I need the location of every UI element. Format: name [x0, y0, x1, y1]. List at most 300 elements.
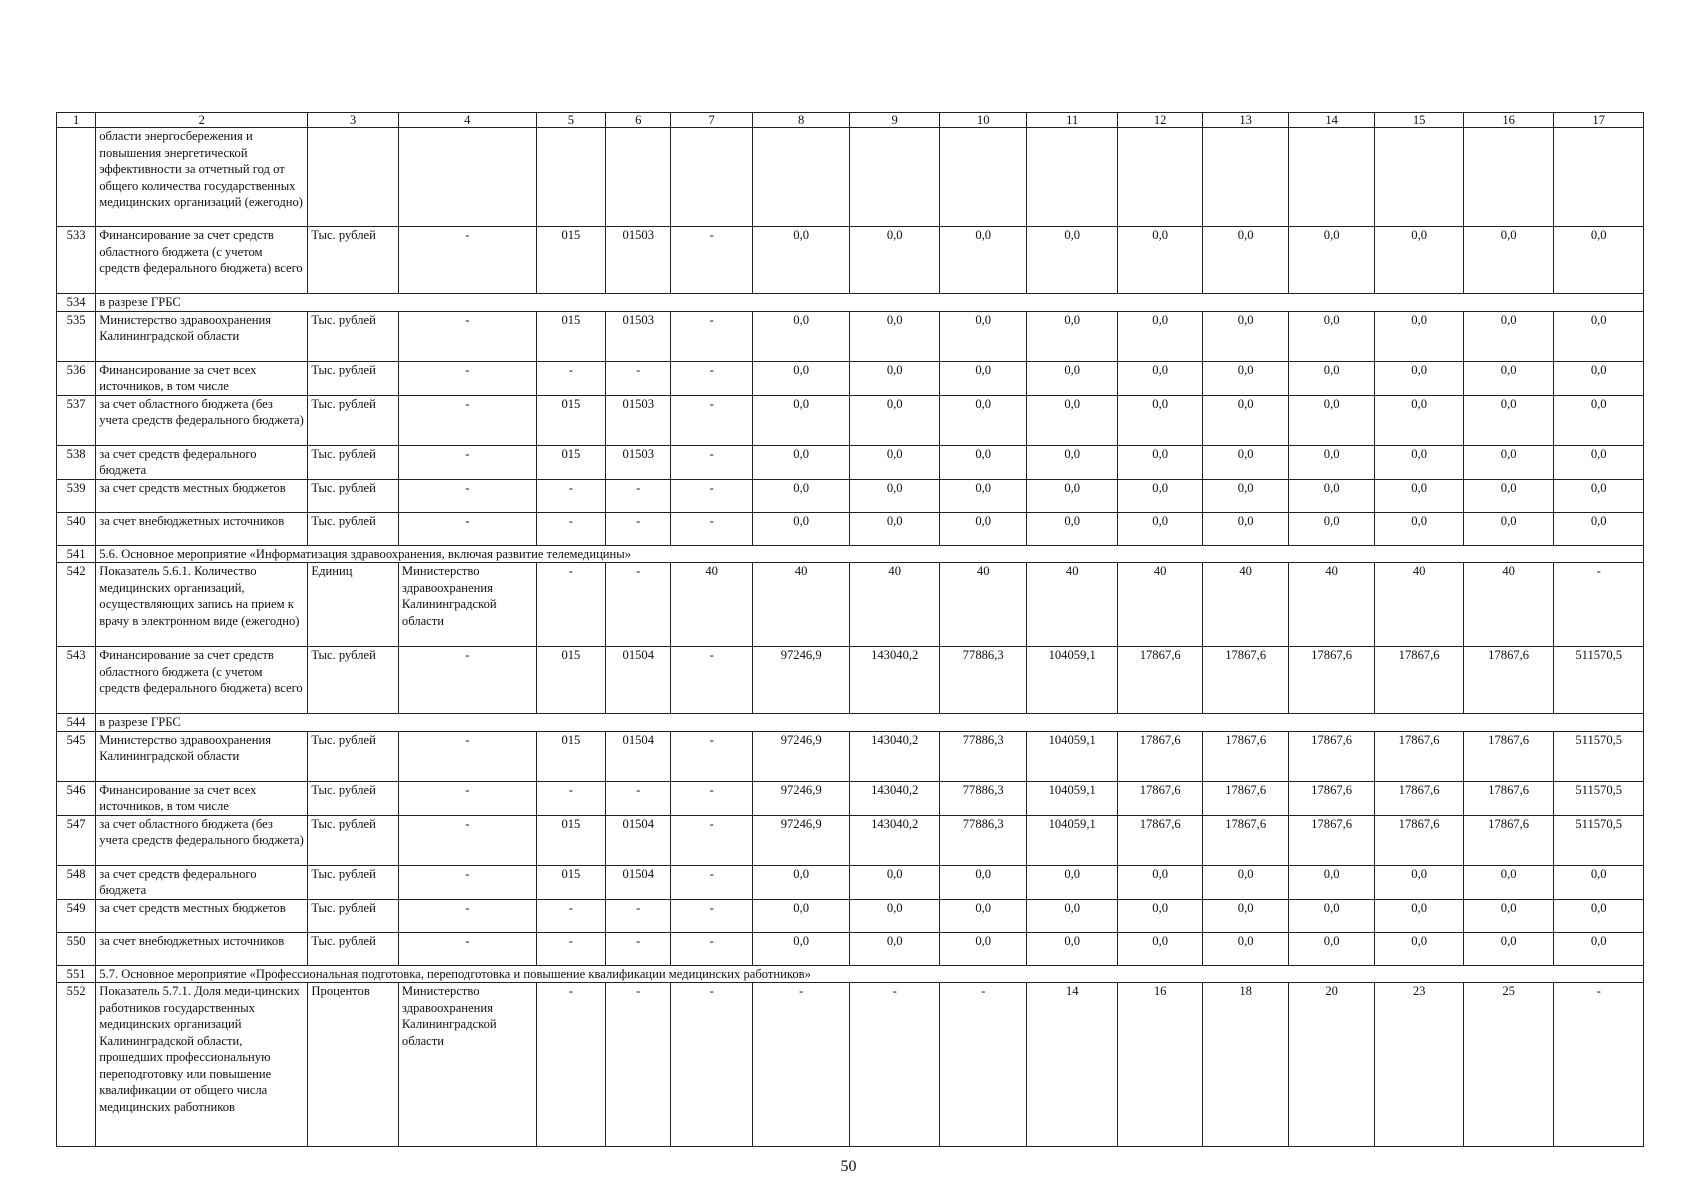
table-row: [57, 731, 1644, 781]
section-title: в разрезе ГРБС: [96, 294, 1644, 312]
value-cell: -: [752, 983, 850, 1147]
value-cell: [752, 128, 850, 227]
executor-cell: -: [398, 361, 536, 395]
value-cell: 17867,6: [1117, 731, 1202, 781]
value-cell: 0,0: [1117, 899, 1202, 932]
value-cell: 0,0: [1203, 865, 1288, 899]
table-row: [57, 361, 1644, 395]
value-cell: 0,0: [752, 445, 850, 479]
indicator-name: за счет средств местных бюджетов: [96, 899, 308, 932]
value-cell: 0,0: [1463, 479, 1554, 512]
value-cell: 0,0: [939, 361, 1026, 395]
row-number: 533: [57, 227, 96, 294]
subprogram-cell: 01503: [606, 445, 671, 479]
budget-table: [56, 112, 1644, 1147]
value-cell: 0,0: [939, 512, 1026, 545]
subprogram-cell: -: [606, 361, 671, 395]
row-number: [57, 128, 96, 227]
row-number: 549: [57, 899, 96, 932]
value-cell: -: [671, 781, 752, 815]
value-cell: 0,0: [752, 512, 850, 545]
code-cell: -: [536, 983, 605, 1147]
value-cell: -: [671, 932, 752, 965]
table-row: [57, 512, 1644, 545]
section-row: [57, 294, 1644, 312]
row-number: 546: [57, 781, 96, 815]
section-title: 5.7. Основное мероприятие «Профессиональная подготовка, переподготовка и повышение квалификации медицинских работников»: [96, 965, 1644, 983]
table-row: [57, 865, 1644, 899]
executor-cell: -: [398, 932, 536, 965]
table-row: [57, 983, 1644, 1147]
value-cell: 0,0: [850, 479, 940, 512]
value-cell: 0,0: [1203, 512, 1288, 545]
value-cell: 0,0: [939, 445, 1026, 479]
value-cell: 17867,6: [1117, 815, 1202, 865]
code-cell: -: [536, 512, 605, 545]
value-cell: 0,0: [752, 395, 850, 445]
executor-cell: Министерство здравоохранения Калининградской области: [398, 983, 536, 1147]
subprogram-cell: -: [606, 479, 671, 512]
value-cell: 0,0: [1117, 445, 1202, 479]
value-cell: 0,0: [1117, 512, 1202, 545]
value-cell: -: [671, 899, 752, 932]
row-number: 542: [57, 563, 96, 647]
table-row: [57, 815, 1644, 865]
value-cell: -: [671, 445, 752, 479]
table-row: [57, 311, 1644, 361]
value-cell: 0,0: [850, 865, 940, 899]
value-cell: 0,0: [1117, 932, 1202, 965]
value-cell: 0,0: [1027, 932, 1118, 965]
value-cell: 17867,6: [1375, 781, 1464, 815]
value-cell: -: [671, 395, 752, 445]
value-cell: 0,0: [1027, 865, 1118, 899]
unit-cell: Тыс. рублей: [308, 395, 399, 445]
unit-cell: Тыс. рублей: [308, 899, 399, 932]
executor-cell: -: [398, 395, 536, 445]
value-cell: 0,0: [939, 311, 1026, 361]
section-title: в разрезе ГРБС: [96, 714, 1644, 732]
value-cell: -: [671, 479, 752, 512]
executor-cell: -: [398, 731, 536, 781]
unit-cell: Тыс. рублей: [308, 512, 399, 545]
subprogram-cell: -: [606, 563, 671, 647]
value-cell: [671, 128, 752, 227]
value-cell: 0,0: [1375, 445, 1464, 479]
value-cell: 0,0: [1463, 227, 1554, 294]
value-cell: 16: [1117, 983, 1202, 1147]
unit-cell: Тыс. рублей: [308, 932, 399, 965]
column-header: 1: [57, 113, 96, 128]
indicator-name: за счет областного бюджета (без учета средств федерального бюджета): [96, 815, 308, 865]
value-cell: 0,0: [1027, 479, 1118, 512]
value-cell: 0,0: [1288, 865, 1374, 899]
value-cell: 0,0: [850, 227, 940, 294]
executor-cell: -: [398, 512, 536, 545]
executor-cell: -: [398, 227, 536, 294]
row-number: 538: [57, 445, 96, 479]
unit-cell: Тыс. рублей: [308, 781, 399, 815]
value-cell: 0,0: [1554, 865, 1644, 899]
executor-cell: -: [398, 311, 536, 361]
table-row: [57, 899, 1644, 932]
value-cell: -: [671, 983, 752, 1147]
value-cell: 0,0: [1554, 512, 1644, 545]
value-cell: 17867,6: [1288, 815, 1374, 865]
value-cell: 17867,6: [1203, 647, 1288, 714]
value-cell: 0,0: [1117, 395, 1202, 445]
code-cell: 015: [536, 731, 605, 781]
value-cell: 0,0: [1554, 932, 1644, 965]
value-cell: 40: [1288, 563, 1374, 647]
value-cell: 104059,1: [1027, 647, 1118, 714]
value-cell: -: [671, 731, 752, 781]
value-cell: -: [1554, 983, 1644, 1147]
indicator-name: Министерство здравоохранения Калининградской области: [96, 311, 308, 361]
value-cell: 0,0: [1203, 479, 1288, 512]
executor-cell: Министерство здравоохранения Калининградской области: [398, 563, 536, 647]
value-cell: 0,0: [752, 361, 850, 395]
indicator-name: за счет внебюджетных источников: [96, 512, 308, 545]
value-cell: 18: [1203, 983, 1288, 1147]
value-cell: 40: [1375, 563, 1464, 647]
value-cell: 40: [1203, 563, 1288, 647]
unit-cell: Тыс. рублей: [308, 311, 399, 361]
value-cell: 17867,6: [1463, 815, 1554, 865]
value-cell: 0,0: [850, 395, 940, 445]
indicator-name: Финансирование за счет средств областного бюджета (с учетом средств федерального бюджета) всего: [96, 227, 308, 294]
unit-cell: [308, 128, 399, 227]
value-cell: 0,0: [1288, 479, 1374, 512]
column-header: 10: [939, 113, 1026, 128]
indicator-name: Финансирование за счет всех источников, в том числе: [96, 781, 308, 815]
value-cell: 0,0: [1027, 899, 1118, 932]
value-cell: -: [671, 227, 752, 294]
table-row: [57, 932, 1644, 965]
value-cell: 0,0: [939, 227, 1026, 294]
value-cell: -: [671, 647, 752, 714]
row-number: 550: [57, 932, 96, 965]
row-number: 544: [57, 714, 96, 732]
value-cell: 0,0: [1463, 445, 1554, 479]
row-number: 539: [57, 479, 96, 512]
value-cell: 0,0: [1375, 932, 1464, 965]
indicator-name: за счет внебюджетных источников: [96, 932, 308, 965]
value-cell: 77886,3: [939, 731, 1026, 781]
indicator-name: Показатель 5.7.1. Доля меди-цинских работников государственных медицинских организаций Калининградской области, прошедших профессиональную переподготовку или повышение квалификации от общего числа медицинских работников: [96, 983, 308, 1147]
value-cell: 0,0: [1375, 395, 1464, 445]
executor-cell: -: [398, 445, 536, 479]
value-cell: 40: [1117, 563, 1202, 647]
column-header: 13: [1203, 113, 1288, 128]
unit-cell: Тыс. рублей: [308, 731, 399, 781]
table-body: [57, 128, 1644, 1147]
subprogram-cell: -: [606, 932, 671, 965]
value-cell: 0,0: [1375, 512, 1464, 545]
value-cell: 0,0: [939, 932, 1026, 965]
code-cell: 015: [536, 865, 605, 899]
code-cell: 015: [536, 445, 605, 479]
value-cell: 40: [752, 563, 850, 647]
value-cell: 17867,6: [1288, 731, 1374, 781]
value-cell: 0,0: [850, 932, 940, 965]
page-number: 50: [840, 1158, 857, 1175]
value-cell: 40: [939, 563, 1026, 647]
section-row: [57, 714, 1644, 732]
row-number: 545: [57, 731, 96, 781]
value-cell: 0,0: [752, 865, 850, 899]
value-cell: 0,0: [850, 899, 940, 932]
value-cell: 0,0: [1375, 227, 1464, 294]
code-cell: 015: [536, 311, 605, 361]
value-cell: 0,0: [752, 932, 850, 965]
unit-cell: Тыс. рублей: [308, 815, 399, 865]
column-header: 17: [1554, 113, 1644, 128]
code-cell: -: [536, 563, 605, 647]
value-cell: 20: [1288, 983, 1374, 1147]
value-cell: 17867,6: [1288, 781, 1374, 815]
value-cell: 0,0: [1463, 932, 1554, 965]
column-header: 8: [752, 113, 850, 128]
value-cell: -: [671, 512, 752, 545]
value-cell: 0,0: [939, 865, 1026, 899]
code-cell: 015: [536, 227, 605, 294]
subprogram-cell: -: [606, 983, 671, 1147]
table-row: [57, 227, 1644, 294]
value-cell: 17867,6: [1117, 647, 1202, 714]
value-cell: 0,0: [1554, 227, 1644, 294]
value-cell: 104059,1: [1027, 731, 1118, 781]
value-cell: 0,0: [1117, 361, 1202, 395]
value-cell: 0,0: [752, 479, 850, 512]
row-number: 547: [57, 815, 96, 865]
value-cell: 0,0: [1117, 479, 1202, 512]
unit-cell: Процентов: [308, 983, 399, 1147]
value-cell: -: [671, 815, 752, 865]
value-cell: 17867,6: [1375, 815, 1464, 865]
value-cell: -: [671, 361, 752, 395]
value-cell: 0,0: [1288, 932, 1374, 965]
column-header: 14: [1288, 113, 1374, 128]
value-cell: 17867,6: [1288, 647, 1374, 714]
value-cell: 0,0: [1288, 361, 1374, 395]
value-cell: 0,0: [850, 445, 940, 479]
value-cell: 0,0: [1117, 865, 1202, 899]
value-cell: 0,0: [1203, 395, 1288, 445]
value-cell: 0,0: [1554, 395, 1644, 445]
value-cell: 0,0: [1117, 311, 1202, 361]
column-header: 3: [308, 113, 399, 128]
value-cell: 17867,6: [1463, 731, 1554, 781]
table-row: [57, 445, 1644, 479]
value-cell: 0,0: [1027, 311, 1118, 361]
table-row: [57, 395, 1644, 445]
row-number: 541: [57, 545, 96, 563]
value-cell: 143040,2: [850, 815, 940, 865]
value-cell: 17867,6: [1463, 781, 1554, 815]
value-cell: 0,0: [1203, 899, 1288, 932]
subprogram-cell: 01503: [606, 227, 671, 294]
executor-cell: [398, 128, 536, 227]
value-cell: 17867,6: [1203, 781, 1288, 815]
unit-cell: Единиц: [308, 563, 399, 647]
value-cell: 0,0: [1463, 865, 1554, 899]
value-cell: -: [671, 865, 752, 899]
value-cell: 17867,6: [1375, 731, 1464, 781]
subprogram-cell: 01503: [606, 311, 671, 361]
value-cell: 25: [1463, 983, 1554, 1147]
value-cell: 0,0: [1554, 479, 1644, 512]
value-cell: 97246,9: [752, 731, 850, 781]
indicator-name: Финансирование за счет средств областного бюджета (с учетом средств федерального бюджета) всего: [96, 647, 308, 714]
executor-cell: -: [398, 899, 536, 932]
indicator-name: Финансирование за счет всех источников, в том числе: [96, 361, 308, 395]
value-cell: [939, 128, 1026, 227]
value-cell: 104059,1: [1027, 781, 1118, 815]
value-cell: 97246,9: [752, 815, 850, 865]
value-cell: 40: [1463, 563, 1554, 647]
value-cell: 0,0: [1463, 361, 1554, 395]
executor-cell: -: [398, 479, 536, 512]
value-cell: [1288, 128, 1374, 227]
subprogram-cell: 01504: [606, 731, 671, 781]
indicator-name: Министерство здравоохранения Калининградской области: [96, 731, 308, 781]
column-header: 12: [1117, 113, 1202, 128]
value-cell: [1554, 128, 1644, 227]
value-cell: 0,0: [752, 311, 850, 361]
value-cell: 0,0: [1463, 395, 1554, 445]
value-cell: 40: [671, 563, 752, 647]
indicator-name: за счет областного бюджета (без учета средств федерального бюджета): [96, 395, 308, 445]
value-cell: 0,0: [1288, 311, 1374, 361]
row-number: 551: [57, 965, 96, 983]
value-cell: 0,0: [1554, 361, 1644, 395]
subprogram-cell: 01504: [606, 647, 671, 714]
code-cell: -: [536, 932, 605, 965]
unit-cell: Тыс. рублей: [308, 647, 399, 714]
value-cell: 77886,3: [939, 781, 1026, 815]
column-header: 7: [671, 113, 752, 128]
value-cell: 0,0: [1463, 899, 1554, 932]
value-cell: [1203, 128, 1288, 227]
value-cell: 0,0: [752, 227, 850, 294]
indicator-name: за счет средств федерального бюджета: [96, 865, 308, 899]
code-cell: 015: [536, 647, 605, 714]
value-cell: 0,0: [1203, 227, 1288, 294]
value-cell: 0,0: [1375, 361, 1464, 395]
value-cell: 511570,5: [1554, 731, 1644, 781]
column-number-header: [57, 113, 1644, 128]
value-cell: 0,0: [850, 311, 940, 361]
value-cell: 0,0: [1288, 445, 1374, 479]
value-cell: 511570,5: [1554, 647, 1644, 714]
code-cell: -: [536, 479, 605, 512]
value-cell: 17867,6: [1375, 647, 1464, 714]
row-number: 537: [57, 395, 96, 445]
row-number: 534: [57, 294, 96, 312]
value-cell: 143040,2: [850, 731, 940, 781]
row-number: 536: [57, 361, 96, 395]
value-cell: 0,0: [939, 899, 1026, 932]
value-cell: 0,0: [1554, 311, 1644, 361]
unit-cell: Тыс. рублей: [308, 445, 399, 479]
value-cell: 0,0: [1027, 227, 1118, 294]
executor-cell: -: [398, 865, 536, 899]
value-cell: 0,0: [1203, 445, 1288, 479]
value-cell: 0,0: [1375, 479, 1464, 512]
column-header: 16: [1463, 113, 1554, 128]
column-header: 6: [606, 113, 671, 128]
value-cell: -: [850, 983, 940, 1147]
value-cell: 0,0: [1203, 311, 1288, 361]
code-cell: 015: [536, 815, 605, 865]
subprogram-cell: 01504: [606, 865, 671, 899]
value-cell: 0,0: [1027, 512, 1118, 545]
value-cell: -: [939, 983, 1026, 1147]
column-header: 15: [1375, 113, 1464, 128]
value-cell: 0,0: [1027, 361, 1118, 395]
value-cell: 40: [1027, 563, 1118, 647]
value-cell: 17867,6: [1203, 731, 1288, 781]
value-cell: 0,0: [1288, 512, 1374, 545]
value-cell: -: [671, 311, 752, 361]
value-cell: 14: [1027, 983, 1118, 1147]
subprogram-cell: 01504: [606, 815, 671, 865]
column-header: 2: [96, 113, 308, 128]
value-cell: 0,0: [939, 479, 1026, 512]
value-cell: 17867,6: [1203, 815, 1288, 865]
value-cell: 511570,5: [1554, 781, 1644, 815]
table-row: [57, 128, 1644, 227]
executor-cell: -: [398, 815, 536, 865]
value-cell: 104059,1: [1027, 815, 1118, 865]
value-cell: [1375, 128, 1464, 227]
value-cell: 0,0: [1554, 899, 1644, 932]
value-cell: 77886,3: [939, 815, 1026, 865]
value-cell: 0,0: [850, 512, 940, 545]
column-header: 9: [850, 113, 940, 128]
value-cell: [1027, 128, 1118, 227]
value-cell: 0,0: [1463, 311, 1554, 361]
value-cell: 511570,5: [1554, 815, 1644, 865]
column-header: 5: [536, 113, 605, 128]
value-cell: 77886,3: [939, 647, 1026, 714]
value-cell: 0,0: [1027, 445, 1118, 479]
row-number: 543: [57, 647, 96, 714]
section-row: [57, 545, 1644, 563]
value-cell: 0,0: [1288, 395, 1374, 445]
value-cell: 0,0: [939, 395, 1026, 445]
indicator-name: Показатель 5.6.1. Количество медицинских организаций, осуществляющих запись на прием к врачу в электронном виде (ежегодно): [96, 563, 308, 647]
value-cell: 0,0: [1288, 227, 1374, 294]
row-number: 540: [57, 512, 96, 545]
value-cell: 0,0: [1027, 395, 1118, 445]
value-cell: 17867,6: [1117, 781, 1202, 815]
code-cell: -: [536, 781, 605, 815]
unit-cell: Тыс. рублей: [308, 865, 399, 899]
code-cell: 015: [536, 395, 605, 445]
unit-cell: Тыс. рублей: [308, 227, 399, 294]
value-cell: 0,0: [752, 899, 850, 932]
executor-cell: -: [398, 647, 536, 714]
value-cell: 40: [850, 563, 940, 647]
column-header: 4: [398, 113, 536, 128]
value-cell: 0,0: [1203, 932, 1288, 965]
section-title: 5.6. Основное мероприятие «Информатизация здравоохранения, включая развитие телемедицины»: [96, 545, 1644, 563]
value-cell: 0,0: [1288, 899, 1374, 932]
value-cell: 0,0: [1117, 227, 1202, 294]
value-cell: -: [1554, 563, 1644, 647]
